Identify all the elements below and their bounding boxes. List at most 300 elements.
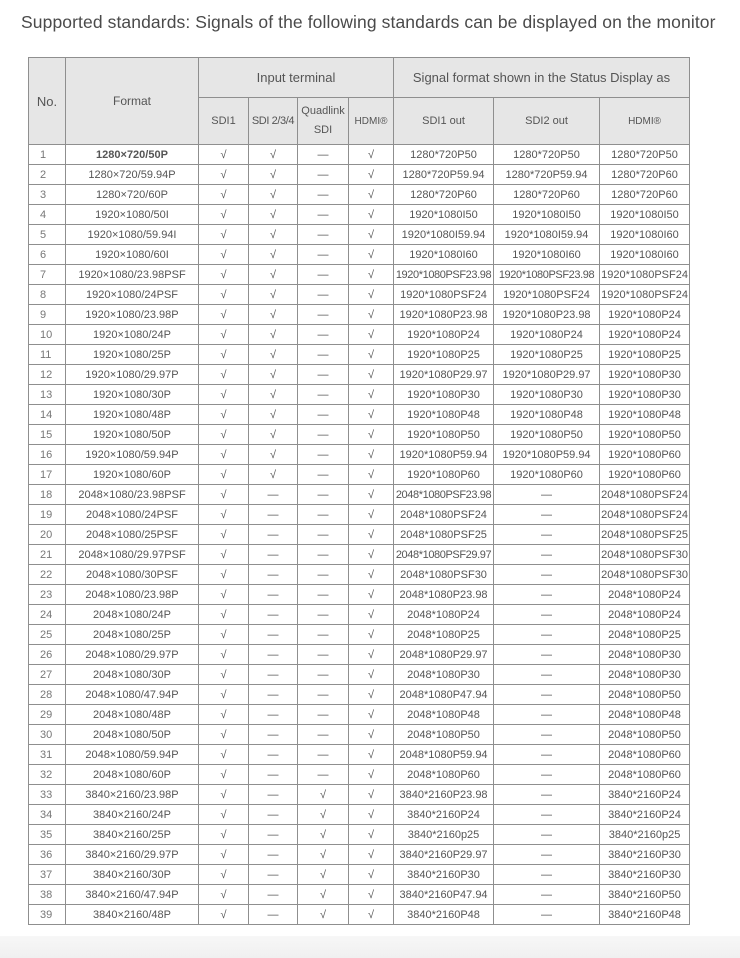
- row-number: 39: [29, 905, 66, 925]
- hdmi-out-cell: 2048*1080P50: [600, 725, 690, 745]
- table-row: [29, 745, 690, 765]
- sdi2-out-cell: —: [494, 605, 600, 625]
- format-cell: 2048×1080/50P: [66, 725, 199, 745]
- hdmi-input-cell: √: [349, 565, 394, 585]
- sdi1-out-cell: 2048*1080PSF23.98: [394, 485, 494, 505]
- sdi234-input-cell: √: [249, 225, 298, 245]
- hdmi-out-cell: 2048*1080P50: [600, 685, 690, 705]
- row-number: 15: [29, 425, 66, 445]
- quadlink-input-cell: √: [298, 885, 349, 905]
- sdi2-out-cell: 1920*1080PSF23.98: [494, 265, 600, 285]
- sdi2-out-cell: 1920*1080P25: [494, 345, 600, 365]
- sdi1-input-cell: √: [199, 565, 249, 585]
- table-row: [29, 545, 690, 565]
- sdi1-input-cell: √: [199, 585, 249, 605]
- sdi1-input-cell: √: [199, 225, 249, 245]
- hdmi-out-cell: 1920*1080PSF24: [600, 285, 690, 305]
- format-cell: 2048×1080/30PSF: [66, 565, 199, 585]
- format-cell: 2048×1080/29.97PSF: [66, 545, 199, 565]
- row-number: 10: [29, 325, 66, 345]
- quadlink-input-cell: —: [298, 485, 349, 505]
- quadlink-input-cell: —: [298, 305, 349, 325]
- format-cell: 3840×2160/48P: [66, 905, 199, 925]
- sdi1-out-cell: 1920*1080I60: [394, 245, 494, 265]
- sdi1-out-cell: 2048*1080P48: [394, 705, 494, 725]
- sdi1-input-cell: √: [199, 845, 249, 865]
- sdi1-input-cell: √: [199, 725, 249, 745]
- header-quadlink-label: Quadlink SDI: [301, 105, 345, 136]
- sdi234-input-cell: —: [249, 885, 298, 905]
- sdi1-out-cell: 1920*1080P50: [394, 425, 494, 445]
- sdi2-out-cell: 1920*1080P29.97: [494, 365, 600, 385]
- sdi2-out-cell: —: [494, 565, 600, 585]
- sdi234-input-cell: √: [249, 445, 298, 465]
- sdi2-out-cell: 1920*1080P60: [494, 465, 600, 485]
- quadlink-input-cell: —: [298, 405, 349, 425]
- quadlink-input-cell: —: [298, 645, 349, 665]
- quadlink-input-cell: —: [298, 745, 349, 765]
- sdi1-out-cell: 2048*1080P25: [394, 625, 494, 645]
- sdi1-input-cell: √: [199, 345, 249, 365]
- hdmi-input-cell: √: [349, 225, 394, 245]
- header-hdmi-in: HDMI®: [349, 98, 394, 145]
- hdmi-out-cell: 1280*720P60: [600, 165, 690, 185]
- format-cell: 1920×1080/25P: [66, 345, 199, 365]
- table-header: [29, 58, 690, 145]
- sdi1-out-cell: 1920*1080P60: [394, 465, 494, 485]
- header-sdi1: SDI1: [199, 98, 249, 145]
- sdi234-input-cell: √: [249, 365, 298, 385]
- header-sdi2-out: SDI2 out: [494, 98, 600, 145]
- format-cell: 3840×2160/25P: [66, 825, 199, 845]
- sdi1-input-cell: √: [199, 745, 249, 765]
- sdi234-input-cell: —: [249, 505, 298, 525]
- sdi234-input-cell: √: [249, 185, 298, 205]
- hdmi-input-cell: √: [349, 325, 394, 345]
- sdi1-input-cell: √: [199, 425, 249, 445]
- hdmi-out-cell: 1280*720P50: [600, 145, 690, 165]
- sdi2-out-cell: —: [494, 505, 600, 525]
- sdi1-out-cell: 1920*1080I50: [394, 205, 494, 225]
- quadlink-input-cell: —: [298, 685, 349, 705]
- sdi2-out-cell: —: [494, 805, 600, 825]
- quadlink-input-cell: —: [298, 265, 349, 285]
- table-row: [29, 585, 690, 605]
- format-cell: 2048×1080/30P: [66, 665, 199, 685]
- quadlink-input-cell: —: [298, 445, 349, 465]
- format-cell: 1920×1080/23.98PSF: [66, 265, 199, 285]
- format-cell: 1920×1080/60I: [66, 245, 199, 265]
- table-row: [29, 905, 690, 925]
- row-number: 13: [29, 385, 66, 405]
- hdmi-out-cell: 1920*1080I60: [600, 225, 690, 245]
- row-number: 24: [29, 605, 66, 625]
- row-number: 23: [29, 585, 66, 605]
- hdmi-out-cell: 3840*2160P24: [600, 785, 690, 805]
- hdmi-out-cell: 3840*2160P30: [600, 865, 690, 885]
- sdi2-out-cell: —: [494, 545, 600, 565]
- quadlink-input-cell: —: [298, 665, 349, 685]
- format-cell: 1920×1080/50P: [66, 425, 199, 445]
- hdmi-input-cell: √: [349, 885, 394, 905]
- hdmi-out-cell: 1920*1080P60: [600, 465, 690, 485]
- sdi234-input-cell: √: [249, 465, 298, 485]
- quadlink-input-cell: —: [298, 165, 349, 185]
- hdmi-out-cell: 1920*1080P60: [600, 445, 690, 465]
- row-number: 16: [29, 445, 66, 465]
- table-row: [29, 365, 690, 385]
- sdi2-out-cell: —: [494, 705, 600, 725]
- sdi2-out-cell: 1280*720P60: [494, 185, 600, 205]
- format-cell: 1920×1080/30P: [66, 385, 199, 405]
- sdi1-out-cell: 1920*1080P30: [394, 385, 494, 405]
- table-row: [29, 525, 690, 545]
- sdi1-out-cell: 2048*1080PSF29.97: [394, 545, 494, 565]
- sdi234-input-cell: √: [249, 205, 298, 225]
- row-number: 33: [29, 785, 66, 805]
- format-cell: 1920×1080/23.98P: [66, 305, 199, 325]
- header-format: Format: [66, 58, 199, 145]
- hdmi-out-cell: 1920*1080P24: [600, 325, 690, 345]
- sdi234-input-cell: √: [249, 165, 298, 185]
- sdi2-out-cell: 1280*720P59.94: [494, 165, 600, 185]
- quadlink-input-cell: √: [298, 785, 349, 805]
- row-number: 8: [29, 285, 66, 305]
- hdmi-input-cell: √: [349, 765, 394, 785]
- format-cell: 1280×720/59.94P: [66, 165, 199, 185]
- hdmi-out-cell: 1920*1080I60: [600, 245, 690, 265]
- sdi1-out-cell: 1920*1080P59.94: [394, 445, 494, 465]
- hdmi-out-cell: 1920*1080P48: [600, 405, 690, 425]
- sdi2-out-cell: —: [494, 745, 600, 765]
- sdi1-out-cell: 2048*1080P59.94: [394, 745, 494, 765]
- quadlink-input-cell: —: [298, 205, 349, 225]
- sdi234-input-cell: √: [249, 345, 298, 365]
- row-number: 1: [29, 145, 66, 165]
- hdmi-input-cell: √: [349, 345, 394, 365]
- hdmi-out-cell: 1920*1080P30: [600, 365, 690, 385]
- sdi2-out-cell: —: [494, 845, 600, 865]
- table-row: [29, 385, 690, 405]
- hdmi-out-cell: 2048*1080PSF24: [600, 485, 690, 505]
- hdmi-input-cell: √: [349, 585, 394, 605]
- hdmi-out-cell: 3840*2160p25: [600, 825, 690, 845]
- sdi234-input-cell: —: [249, 645, 298, 665]
- row-number: 29: [29, 705, 66, 725]
- sdi234-input-cell: —: [249, 545, 298, 565]
- sdi1-out-cell: 3840*2160P29.97: [394, 845, 494, 865]
- table-row: [29, 725, 690, 745]
- sdi1-out-cell: 1920*1080P48: [394, 405, 494, 425]
- sdi2-out-cell: 1920*1080P23.98: [494, 305, 600, 325]
- quadlink-input-cell: —: [298, 565, 349, 585]
- hdmi-out-cell: 2048*1080P48: [600, 705, 690, 725]
- sdi1-out-cell: 2048*1080PSF24: [394, 505, 494, 525]
- quadlink-input-cell: —: [298, 625, 349, 645]
- hdmi-out-cell: 3840*2160P30: [600, 845, 690, 865]
- format-cell: 3840×2160/23.98P: [66, 785, 199, 805]
- sdi2-out-cell: 1920*1080I60: [494, 245, 600, 265]
- row-number: 20: [29, 525, 66, 545]
- hdmi-input-cell: √: [349, 405, 394, 425]
- table-row: [29, 285, 690, 305]
- sdi1-out-cell: 1920*1080PSF24: [394, 285, 494, 305]
- format-cell: 2048×1080/24P: [66, 605, 199, 625]
- table-row: [29, 305, 690, 325]
- row-number: 12: [29, 365, 66, 385]
- row-number: 28: [29, 685, 66, 705]
- sdi1-input-cell: √: [199, 785, 249, 805]
- sdi2-out-cell: —: [494, 645, 600, 665]
- sdi2-out-cell: 1920*1080P30: [494, 385, 600, 405]
- table-row: [29, 465, 690, 485]
- sdi1-input-cell: √: [199, 905, 249, 925]
- row-number: 31: [29, 745, 66, 765]
- quadlink-input-cell: —: [298, 185, 349, 205]
- hdmi-out-cell: 2048*1080P60: [600, 745, 690, 765]
- hdmi-input-cell: √: [349, 605, 394, 625]
- hdmi-out-cell: 1920*1080P24: [600, 305, 690, 325]
- quadlink-input-cell: √: [298, 825, 349, 845]
- row-number: 34: [29, 805, 66, 825]
- sdi2-out-cell: —: [494, 905, 600, 925]
- table-row: [29, 785, 690, 805]
- hdmi-out-cell: 2048*1080P25: [600, 625, 690, 645]
- table-body: [29, 145, 690, 925]
- quadlink-input-cell: √: [298, 845, 349, 865]
- row-number: 30: [29, 725, 66, 745]
- header-sdi1-out: SDI1 out: [394, 98, 494, 145]
- hdmi-input-cell: √: [349, 745, 394, 765]
- hdmi-input-cell: √: [349, 145, 394, 165]
- format-cell: 2048×1080/60P: [66, 765, 199, 785]
- quadlink-input-cell: —: [298, 245, 349, 265]
- quadlink-input-cell: —: [298, 605, 349, 625]
- sdi1-out-cell: 3840*2160P47.94: [394, 885, 494, 905]
- table-row: [29, 625, 690, 645]
- format-cell: 3840×2160/30P: [66, 865, 199, 885]
- sdi1-out-cell: 1280*720P59.94: [394, 165, 494, 185]
- sdi1-input-cell: √: [199, 825, 249, 845]
- sdi234-input-cell: —: [249, 665, 298, 685]
- sdi1-input-cell: √: [199, 165, 249, 185]
- sdi1-input-cell: √: [199, 445, 249, 465]
- format-cell: 1920×1080/59.94P: [66, 445, 199, 465]
- page-title: Supported standards: Signals of the following standards can be displayed on the monitor: [21, 12, 716, 32]
- hdmi-input-cell: √: [349, 525, 394, 545]
- format-cell: 2048×1080/48P: [66, 705, 199, 725]
- hdmi-input-cell: √: [349, 545, 394, 565]
- row-number: 9: [29, 305, 66, 325]
- sdi1-out-cell: 2048*1080P30: [394, 665, 494, 685]
- table-row: [29, 145, 690, 165]
- hdmi-input-cell: √: [349, 485, 394, 505]
- sdi2-out-cell: 1280*720P50: [494, 145, 600, 165]
- sdi1-input-cell: √: [199, 525, 249, 545]
- quadlink-input-cell: —: [298, 525, 349, 545]
- hdmi-input-cell: √: [349, 165, 394, 185]
- table-row: [29, 225, 690, 245]
- quadlink-input-cell: —: [298, 765, 349, 785]
- page-bottom-band: [0, 936, 740, 958]
- sdi1-input-cell: √: [199, 365, 249, 385]
- sdi234-input-cell: —: [249, 845, 298, 865]
- hdmi-input-cell: √: [349, 645, 394, 665]
- header-quadlink-sdi: [298, 98, 349, 145]
- format-cell: 3840×2160/47.94P: [66, 885, 199, 905]
- sdi1-input-cell: √: [199, 805, 249, 825]
- sdi1-input-cell: √: [199, 685, 249, 705]
- hdmi-out-cell: 3840*2160P50: [600, 885, 690, 905]
- row-number: 11: [29, 345, 66, 365]
- hdmi-input-cell: √: [349, 245, 394, 265]
- sdi1-out-cell: 1280*720P50: [394, 145, 494, 165]
- table-row: [29, 665, 690, 685]
- sdi1-input-cell: √: [199, 705, 249, 725]
- quadlink-input-cell: —: [298, 145, 349, 165]
- hdmi-out-cell: 1920*1080P50: [600, 425, 690, 445]
- sdi1-out-cell: 2048*1080P24: [394, 605, 494, 625]
- sdi1-input-cell: √: [199, 205, 249, 225]
- hdmi-input-cell: √: [349, 445, 394, 465]
- sdi1-out-cell: 1920*1080P29.97: [394, 365, 494, 385]
- sdi1-input-cell: √: [199, 665, 249, 685]
- table-row: [29, 565, 690, 585]
- table-row: [29, 845, 690, 865]
- format-cell: 1920×1080/24P: [66, 325, 199, 345]
- table-row: [29, 865, 690, 885]
- sdi1-input-cell: √: [199, 145, 249, 165]
- quadlink-input-cell: —: [298, 365, 349, 385]
- sdi1-out-cell: 1920*1080I59.94: [394, 225, 494, 245]
- table-row: [29, 205, 690, 225]
- sdi2-out-cell: —: [494, 525, 600, 545]
- sdi234-input-cell: —: [249, 865, 298, 885]
- hdmi-input-cell: √: [349, 805, 394, 825]
- hdmi-out-cell: 3840*2160P48: [600, 905, 690, 925]
- format-cell: 3840×2160/29.97P: [66, 845, 199, 865]
- sdi234-input-cell: —: [249, 585, 298, 605]
- quadlink-input-cell: —: [298, 425, 349, 445]
- sdi234-input-cell: √: [249, 325, 298, 345]
- hdmi-out-cell: 1920*1080PSF24: [600, 265, 690, 285]
- sdi1-input-cell: √: [199, 245, 249, 265]
- format-cell: 2048×1080/25PSF: [66, 525, 199, 545]
- format-cell: 2048×1080/47.94P: [66, 685, 199, 705]
- hdmi-out-cell: 2048*1080PSF25: [600, 525, 690, 545]
- quadlink-input-cell: —: [298, 325, 349, 345]
- hdmi-input-cell: √: [349, 465, 394, 485]
- sdi1-out-cell: 2048*1080P47.94: [394, 685, 494, 705]
- hdmi-out-cell: 1920*1080P30: [600, 385, 690, 405]
- sdi2-out-cell: 1920*1080P59.94: [494, 445, 600, 465]
- header-status-display: Signal format shown in the Status Display as: [394, 58, 690, 98]
- sdi234-input-cell: —: [249, 605, 298, 625]
- quadlink-input-cell: —: [298, 345, 349, 365]
- quadlink-input-cell: √: [298, 905, 349, 925]
- sdi1-input-cell: √: [199, 645, 249, 665]
- format-cell: 2048×1080/23.98PSF: [66, 485, 199, 505]
- hdmi-input-cell: √: [349, 705, 394, 725]
- sdi1-out-cell: 2048*1080PSF30: [394, 565, 494, 585]
- sdi1-input-cell: √: [199, 405, 249, 425]
- row-number: 14: [29, 405, 66, 425]
- header-sdi234: SDI 2/3/4: [249, 98, 298, 145]
- table-row: [29, 185, 690, 205]
- quadlink-input-cell: —: [298, 385, 349, 405]
- sdi234-input-cell: —: [249, 625, 298, 645]
- row-number: 32: [29, 765, 66, 785]
- quadlink-input-cell: —: [298, 465, 349, 485]
- sdi2-out-cell: 1920*1080I50: [494, 205, 600, 225]
- hdmi-input-cell: √: [349, 425, 394, 445]
- sdi234-input-cell: —: [249, 565, 298, 585]
- sdi234-input-cell: —: [249, 705, 298, 725]
- sdi234-input-cell: —: [249, 765, 298, 785]
- sdi234-input-cell: √: [249, 265, 298, 285]
- row-number: 26: [29, 645, 66, 665]
- sdi1-input-cell: √: [199, 185, 249, 205]
- sdi234-input-cell: —: [249, 745, 298, 765]
- format-cell: 2048×1080/24PSF: [66, 505, 199, 525]
- sdi2-out-cell: 1920*1080P50: [494, 425, 600, 445]
- hdmi-input-cell: √: [349, 845, 394, 865]
- sdi1-out-cell: 3840*2160P30: [394, 865, 494, 885]
- quadlink-input-cell: —: [298, 705, 349, 725]
- sdi2-out-cell: —: [494, 485, 600, 505]
- sdi2-out-cell: —: [494, 725, 600, 745]
- sdi1-out-cell: 3840*2160P48: [394, 905, 494, 925]
- sdi2-out-cell: —: [494, 865, 600, 885]
- hdmi-input-cell: √: [349, 265, 394, 285]
- sdi1-out-cell: 2048*1080PSF25: [394, 525, 494, 545]
- hdmi-input-cell: √: [349, 505, 394, 525]
- sdi1-input-cell: √: [199, 625, 249, 645]
- row-number: 2: [29, 165, 66, 185]
- hdmi-out-cell: 2048*1080PSF30: [600, 565, 690, 585]
- sdi2-out-cell: —: [494, 885, 600, 905]
- table-row: [29, 885, 690, 905]
- header-hdmi-out: HDMI®: [600, 98, 690, 145]
- row-number: 25: [29, 625, 66, 645]
- sdi1-input-cell: √: [199, 285, 249, 305]
- table-row: [29, 685, 690, 705]
- hdmi-input-cell: √: [349, 825, 394, 845]
- hdmi-input-cell: √: [349, 625, 394, 645]
- hdmi-out-cell: 2048*1080P24: [600, 585, 690, 605]
- sdi1-input-cell: √: [199, 305, 249, 325]
- sdi234-input-cell: —: [249, 685, 298, 705]
- format-cell: 1280×720/60P: [66, 185, 199, 205]
- table-row: [29, 405, 690, 425]
- sdi2-out-cell: 1920*1080PSF24: [494, 285, 600, 305]
- quadlink-input-cell: —: [298, 725, 349, 745]
- sdi1-input-cell: √: [199, 325, 249, 345]
- sdi1-input-cell: √: [199, 545, 249, 565]
- row-number: 3: [29, 185, 66, 205]
- format-cell: 1920×1080/48P: [66, 405, 199, 425]
- sdi234-input-cell: —: [249, 785, 298, 805]
- quadlink-input-cell: —: [298, 545, 349, 565]
- quadlink-input-cell: —: [298, 505, 349, 525]
- table-row: [29, 825, 690, 845]
- table-row: [29, 485, 690, 505]
- sdi1-out-cell: 1920*1080P24: [394, 325, 494, 345]
- row-number: 21: [29, 545, 66, 565]
- sdi234-input-cell: √: [249, 285, 298, 305]
- quadlink-input-cell: √: [298, 805, 349, 825]
- sdi1-out-cell: 3840*2160p25: [394, 825, 494, 845]
